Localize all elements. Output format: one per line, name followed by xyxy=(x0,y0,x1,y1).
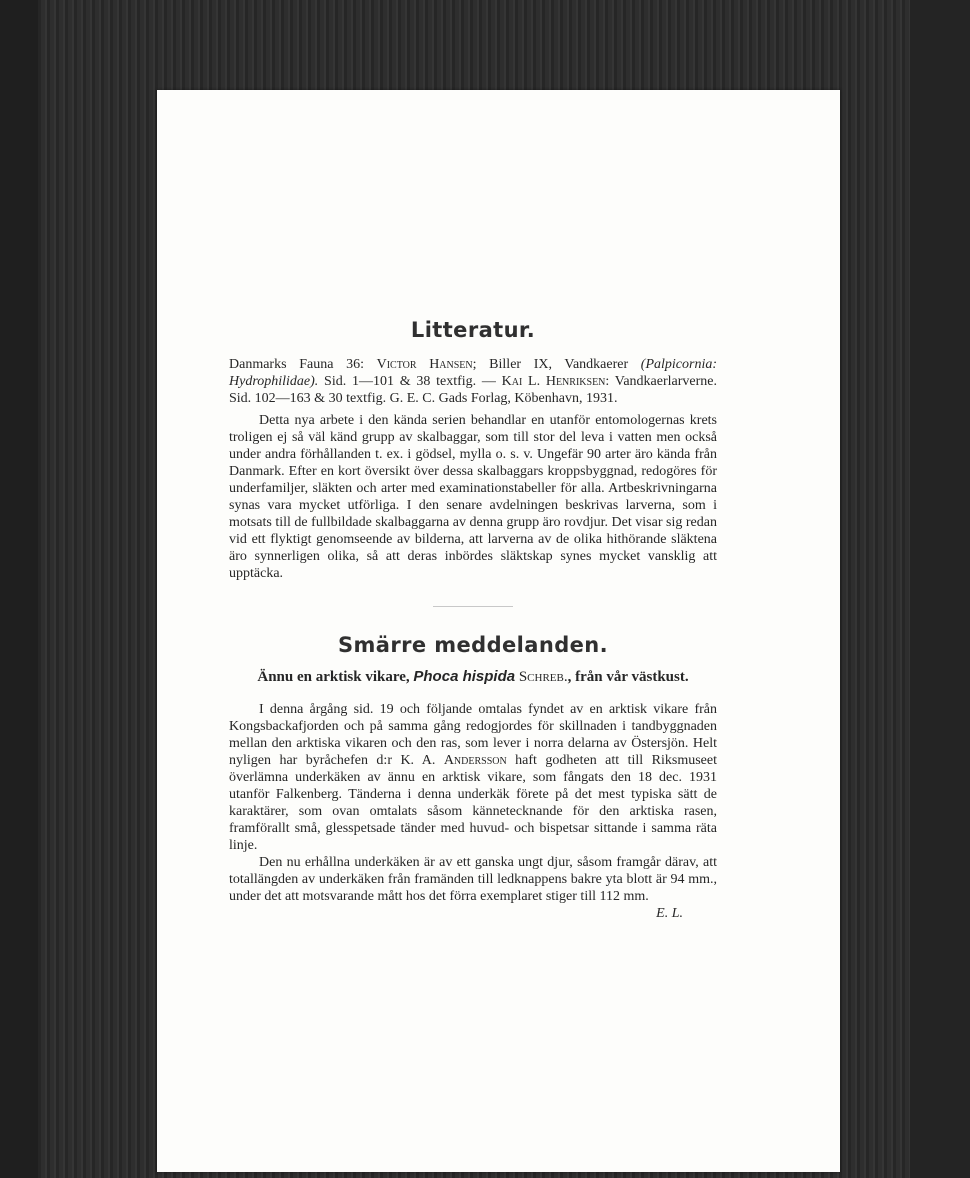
ref-author-1: Victor Hansen xyxy=(376,357,473,372)
bibliographic-reference xyxy=(229,356,717,407)
article-paragraph-2 xyxy=(229,854,717,921)
ref-number: 36: xyxy=(346,357,364,372)
section-title-litteratur: Litteratur. xyxy=(410,318,536,342)
subtitle-post: , från vår västkust. xyxy=(567,669,689,685)
para2-text: Den nu erhållna underkäken är av ett ganska ungt djur, såsom framgår därav, att totallängden av underkäken från framänden till ledknappens bakre yta blott är 94 mm., under det att motsvarande mått hos det förra exemplaret stiger till 112 mm. xyxy=(229,855,717,904)
section-divider xyxy=(433,606,513,607)
author-signature: E. L. xyxy=(656,906,683,921)
ref-taxa: (Palpicornia: Hydrophilidae). xyxy=(229,357,718,389)
para1-before: I denna årgång sid. 19 och följande omtalas fyndet av en arktisk vikare från Kongsbackafjorden och på samma gång redogjordes för skillnaden i tandbyggnaden mellan den arktiska vikaren och den ras, som lever i norra delarna av Östersjön. Helt nyligen har byråchefen d:r K. A. xyxy=(229,702,717,768)
subtitle-pre: Ännu en arktisk vikare, xyxy=(257,669,414,685)
document-page xyxy=(157,90,840,1172)
ref-pages-1: Sid. 1—101 & 38 textfig. — xyxy=(318,374,496,389)
subtitle-author: Schreb. xyxy=(518,669,568,685)
page-content xyxy=(229,318,717,922)
ref-title-2: : Vandkaerlarverne. Sid. 102—163 & 30 textfig. G. E. C. Gads Forlag, Köbenhavn, 1931. xyxy=(229,374,718,406)
para1-name: Andersson xyxy=(443,753,507,768)
subtitle-species: Phoca hispida xyxy=(413,668,516,685)
article-subtitle xyxy=(229,667,717,687)
ref-series: Danmarks Fauna xyxy=(229,357,334,372)
review-paragraph: Detta nya arbete i den kända serien behandlar en utanför entomologernas krets troligen ej så väl känd grupp av skalbaggar, som till stor del leva i vatten men också under andra förhållanden t. ex. i gödsel, mylla o. s. v. Ungefär 90 arter äro kända från Danmark. Efter en kort översikt över dessa skalbaggars kroppsbyggnad, redogöres för underfamiljer, släkten och arter med examinationstabeller för alla. Artbeskrivningarna synas vara mycket utförliga. I den senare avdelningen beskrivas larverna, som i motsats till de fullbildade skalbaggarna av denna grupp äro rovdjur. Det visar sig redan vid ett flyktigt genomseende av bilderna, att larverna av de olika hithörande släktena äro synnerligen olika, så att deras inbördes släktskap synes mycket vansklig att upptäcka. xyxy=(229,413,717,581)
scan-margin-left xyxy=(0,0,38,1178)
para1-after: haft godheten att till Riksmuseet överlämna underkäken av ännu en arktisk vikare, som fångats den 18 dec. 1931 utanför Falkenberg. Tänderna i denna underkäk förete på det mest typiska sätt de karaktärer, som ovan omtalats såsom kännetecknande för den arktiska rasen, framförallt små, glesspetsade tänder med huvud- och bispetsar sittande i samma räta linje. xyxy=(229,753,717,853)
ref-author-2: Kai L. Henriksen xyxy=(501,374,606,389)
scan-margin-right xyxy=(910,0,970,1178)
article-paragraph-1 xyxy=(229,701,717,854)
section-title-meddelanden: Smärre meddelanden. xyxy=(338,633,608,657)
ref-after-author-1: ; Biller IX, Vandkaerer xyxy=(472,357,629,372)
